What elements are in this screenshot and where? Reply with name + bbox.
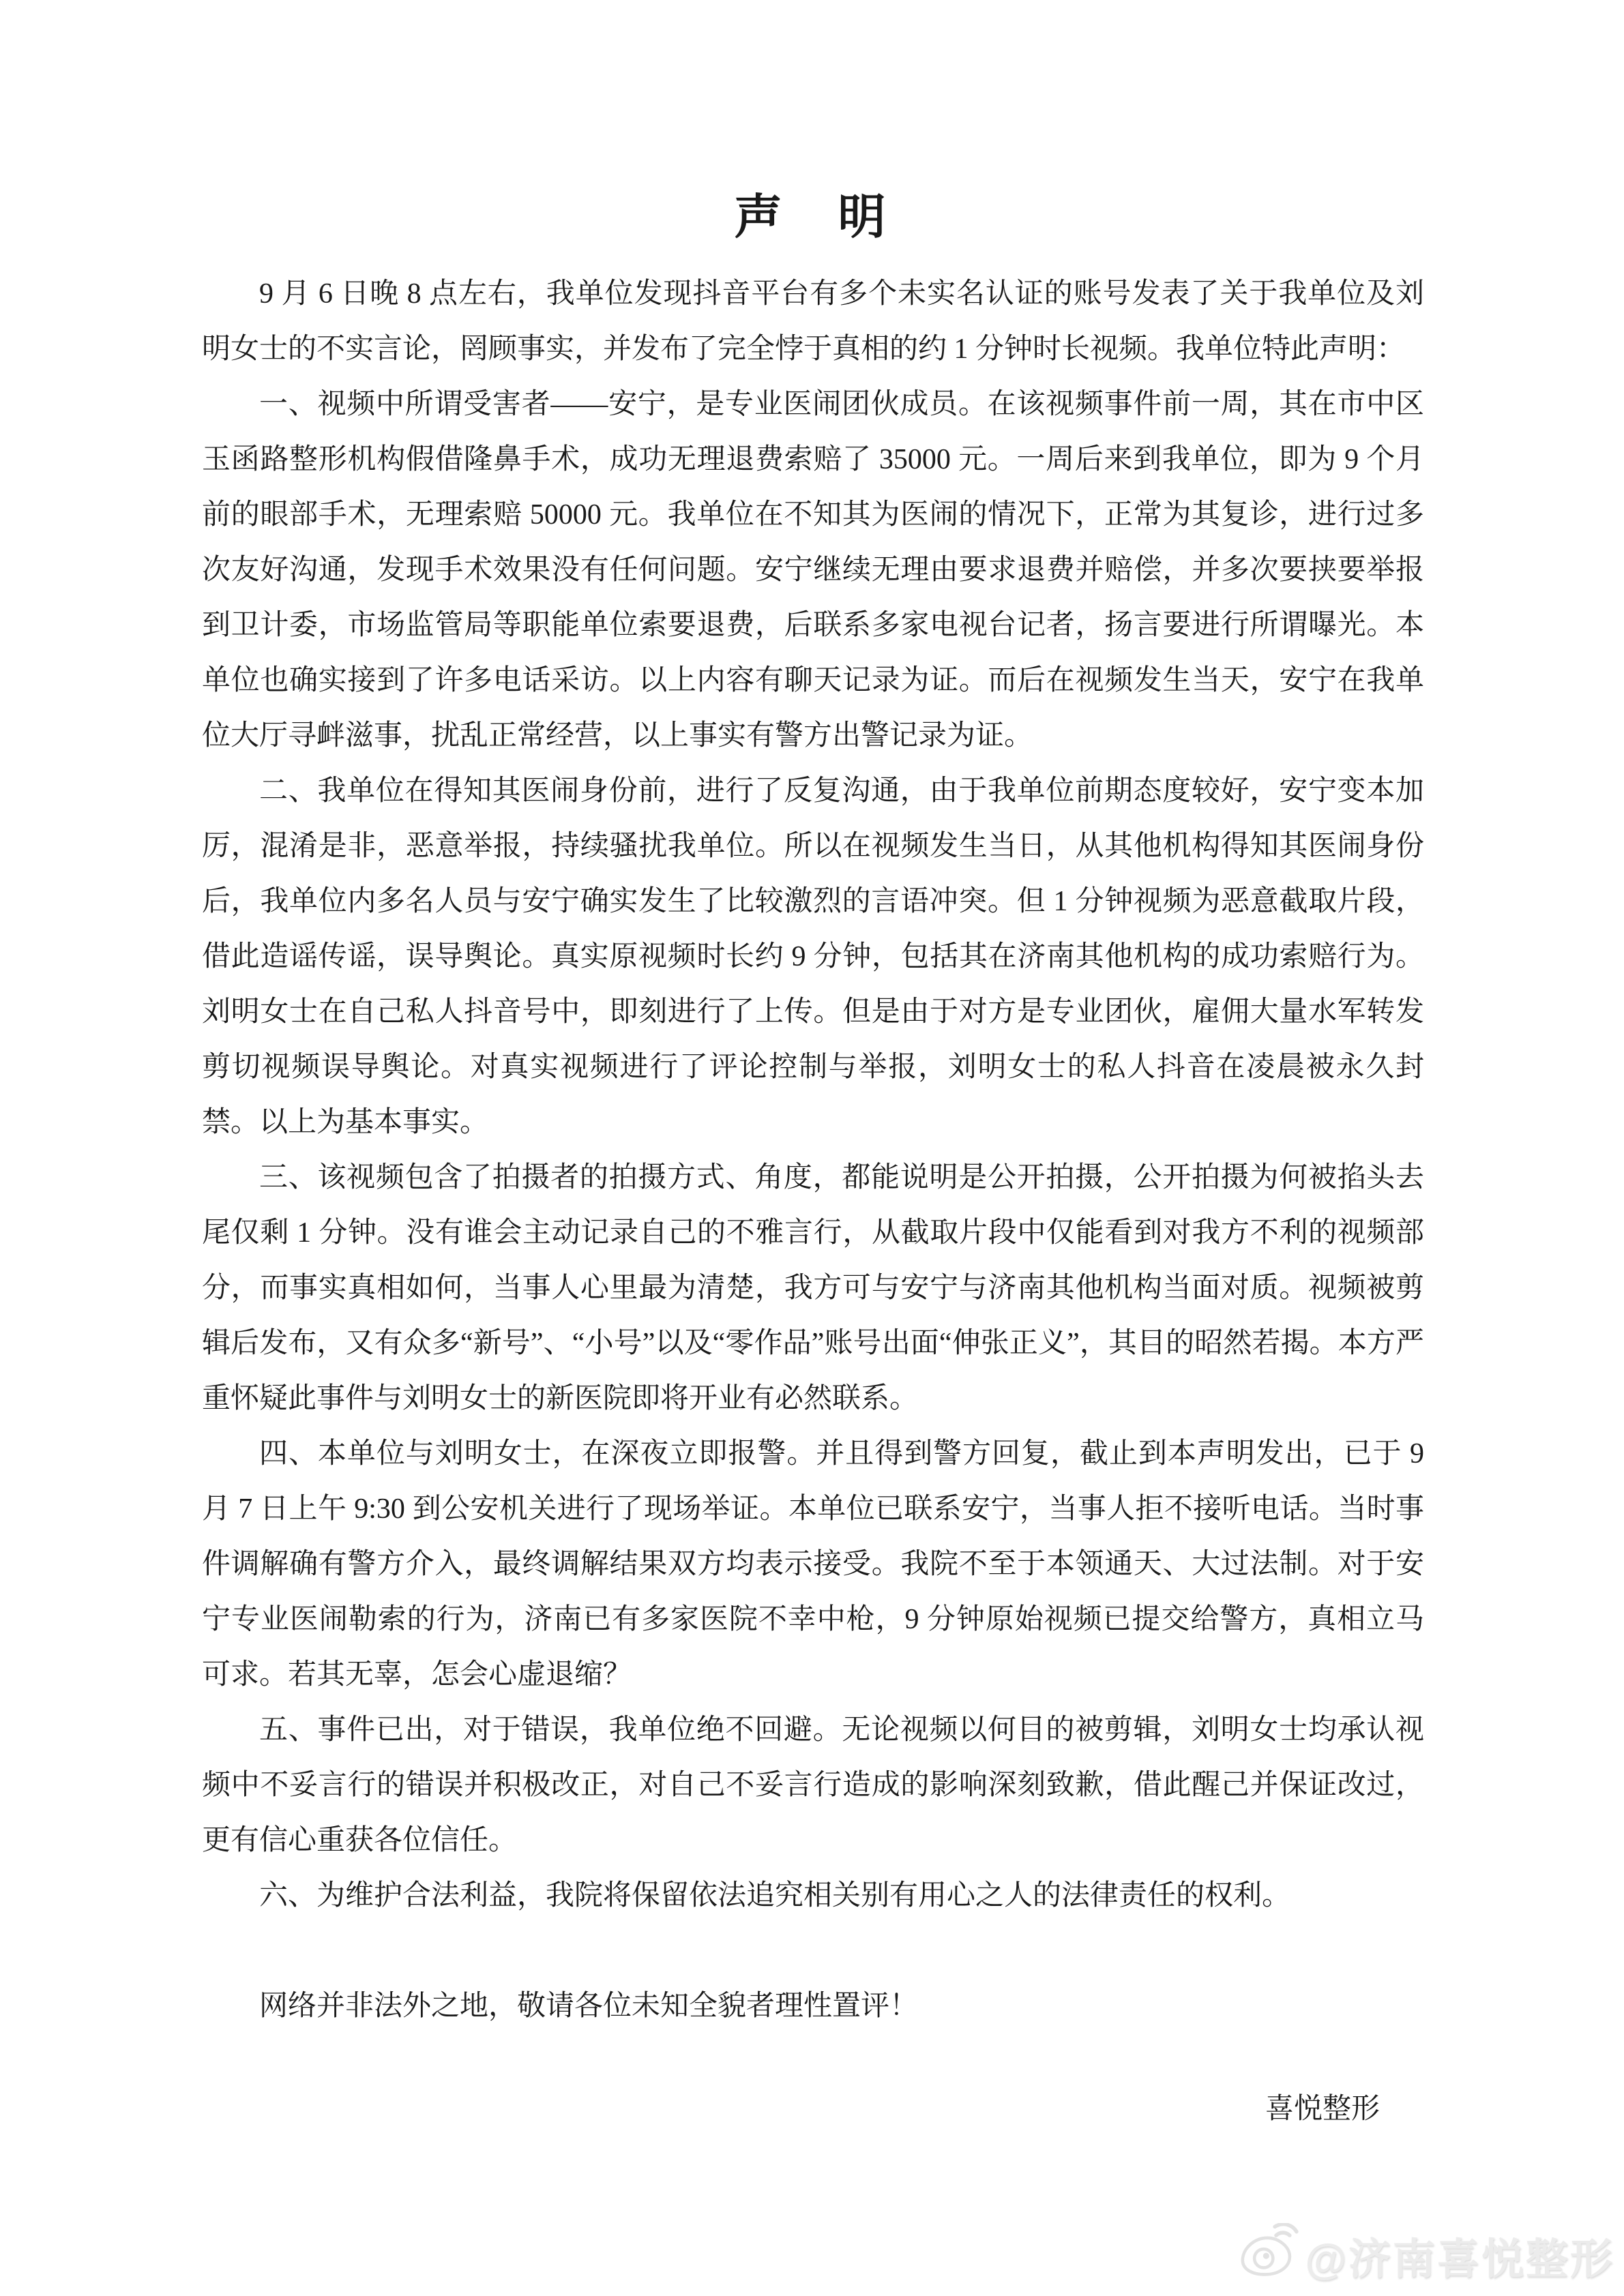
paragraph-item-5: 五、事件已出，对于错误，我单位绝不回避。无论视频以何目的被剪辑，刘明女士均承认视频中不妥言行的错误并积极改正，对自己不妥言行造成的影响深刻致歉，借此醒己并保证改过，更有信心重获各位信任。 (202, 1714, 1424, 1856)
paragraph-intro: 9 月 6 日晚 8 点左右，我单位发现抖音平台有多个未实名认证的账号发表了关于我单位及刘明女士的不实言论，罔顾事实，并发布了完全悖于真相的约 1 分钟时长视频。我单位特此声明： (202, 278, 1424, 365)
paragraph-item-1: 一、视频中所谓受害者——安宁，是专业医闹团伙成员。在该视频事件前一周，其在市中区玉函路整形机构假借隆鼻手术，成功无理退费索赔了 35000 元。一周后来到我单位，即为 9 个月前的眼部手术，无理索赔 50000 元。我单位在不知其为医闹的情况下，正常为其复诊，进行过多次友好沟通，发现手术效果没有任何问题。安宁继续无理由要求退费并赔偿，并多次要挟要举报到卫计委，市场监管局等职能单位索要退费，后联系多家电视台记者，扬言要进行所谓曝光。本单位也确实接到了许多电话采访。以上内容有聊天记录为证。而后在视频发生当天，安宁在我单位大厅寻衅滋事，扰乱正常经营，以上事实有警方出警记录为证。 (202, 389, 1424, 751)
watermark-handle: @济南喜悦整形 (1305, 2236, 1614, 2283)
statement-body (202, 267, 1424, 2137)
watermark (1237, 2223, 1614, 2288)
signature: 喜悦整形 (1265, 2093, 1380, 2125)
paragraph-item-4: 四、本单位与刘明女士，在深夜立即报警。并且得到警方回复，截止到本声明发出，已于 9 月 7 日上午 9:30 到公安机关进行了现场举证。本单位已联系安宁，当事人拒不接听电话。当时事件调解确有警方介入，最终调解结果双方均表示接受。我院不至于本领通天、大过法制。对于安宁专业医闹勒索的行为，济南已有多家医院不幸中枪，9 分钟原始视频已提交给警方，真相立马可求。若其无辜，怎会心虚退缩？ (202, 1438, 1424, 1690)
paragraph-item-6: 六、为维护合法利益，我院将保留依法追究相关别有用心之人的法律责任的权利。 (259, 1880, 1291, 1911)
paragraph-item-3: 三、该视频包含了拍摄者的拍摄方式、角度，都能说明是公开拍摄，公开拍摄为何被掐头去尾仅剩 1 分钟。没有谁会主动记录自己的不雅言行，从截取片段中仅能看到对我方不利的视频部分，而事实真相如何，当事人心里最为清楚，我方可与安宁与济南其他机构当面对质。视频被剪辑后发布，又有众多“新号”、“小号”以及“零作品”账号出面“伸张正义”，其目的昭然若揭。本方严重怀疑此事件与刘明女士的新医院即将开业有必然联系。 (202, 1162, 1424, 1414)
weibo-icon (1237, 2223, 1300, 2288)
paragraph-item-2: 二、我单位在得知其医闹身份前，进行了反复沟通，由于我单位前期态度较好，安宁变本加厉，混淆是非，恶意举报，持续骚扰我单位。所以在视频发生当日，从其他机构得知其医闹身份后，我单位内多名人员与安宁确实发生了比较激烈的言语冲突。但 1 分钟视频为恶意截取片段，借此造谣传谣，误导舆论。真实原视频时长约 9 分钟，包括其在济南其他机构的成功索赔行为。刘明女士在自己私人抖音号中，即刻进行了上传。但是由于对方是专业团伙，雇佣大量水军转发剪切视频误导舆论。对真实视频进行了评论控制与举报，刘明女士的私人抖音在凌晨被永久封禁。以上为基本事实。 (202, 775, 1424, 1138)
closing-remark: 网络并非法外之地，敬请各位未知全貌者理性置评！ (259, 1991, 919, 2022)
page-title: 声 明 (734, 192, 890, 244)
